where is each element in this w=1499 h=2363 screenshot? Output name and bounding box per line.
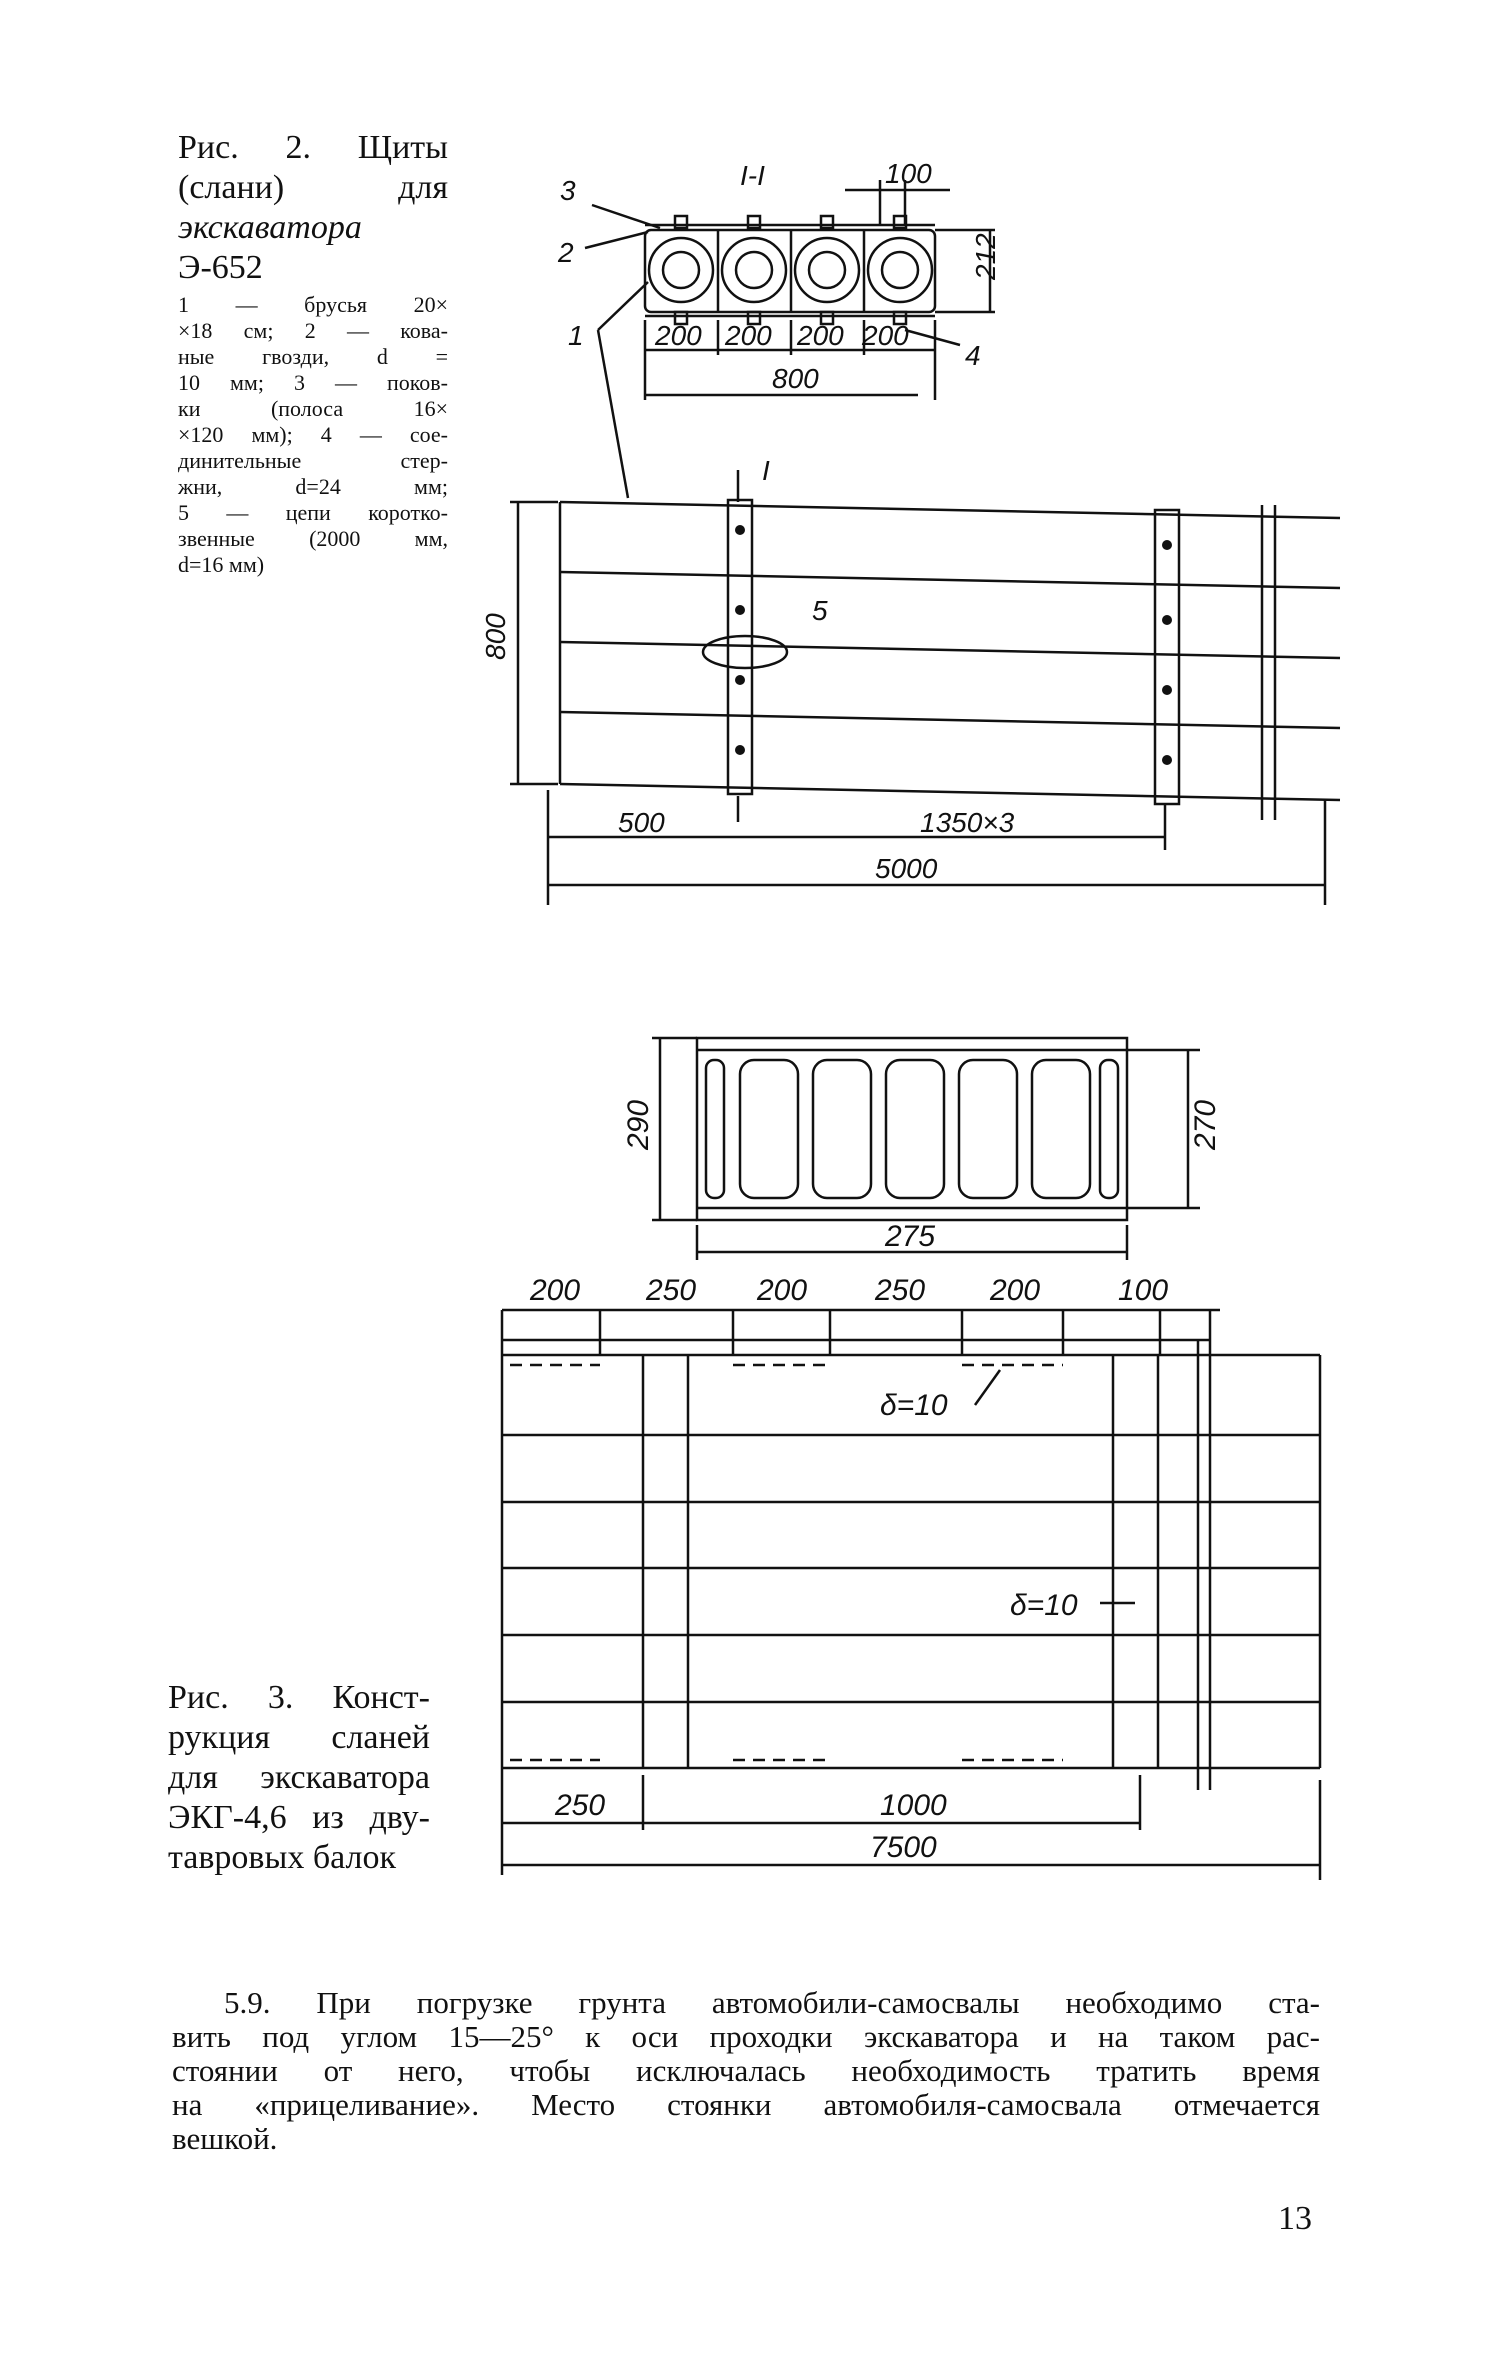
dim-plan-height: 800 [480, 613, 511, 660]
dim-beam: 200 [862, 320, 909, 351]
fig2-caption-line: (слани) для [178, 169, 448, 206]
legend-line: ×120 мм); 4 — сое- [178, 422, 448, 447]
beam-circle [795, 238, 859, 302]
dim-top: 100 [1118, 1274, 1169, 1307]
paragraph-line: 5.9. При погрузке грунта автомобили-самосвалы необходимо ста- [224, 1985, 1320, 2020]
chain-loop [703, 636, 787, 668]
callout-1: 1 [568, 320, 584, 351]
fig2-drawing [0, 0, 1499, 960]
legend-line: ×18 см; 2 — кова- [178, 318, 448, 343]
beam-circle [868, 238, 932, 302]
fig2-caption-line: Э-652 [178, 249, 263, 286]
dim-delta-top: δ=10 [880, 1389, 948, 1422]
fig3-caption-line: ЭКГ-4,6 из дву- [168, 1799, 430, 1836]
dim-top: 200 [990, 1274, 1041, 1307]
dim-b-span: 1000 [880, 1789, 947, 1822]
legend-line: 1 — брусья 20× [178, 292, 448, 317]
callout-3: 3 [560, 175, 576, 206]
dim-beam: 200 [797, 320, 844, 351]
dim-delta-mid: δ=10 [1010, 1589, 1078, 1622]
legend-line: ки (полоса 16× [178, 396, 448, 421]
callout-4: 4 [965, 340, 981, 371]
dim-sec-inner-h: 270 [1189, 1099, 1222, 1150]
legend-line: звенные (2000 мм, [178, 526, 448, 551]
dim-section-height: 212 [970, 233, 1001, 280]
fig2-caption-line: экскаватора [178, 209, 362, 246]
section-mark: I [762, 455, 770, 486]
beam-circle [649, 238, 713, 302]
legend-line: 5 — цепи коротко- [178, 500, 448, 525]
dim-beam: 200 [725, 320, 772, 351]
fig3-caption-line: для экскаватора [168, 1759, 430, 1796]
dim-top: 250 [875, 1274, 926, 1307]
dim-spacing: 1350×3 [920, 807, 1015, 838]
dim-b-total: 7500 [870, 1831, 937, 1864]
dim-b-offset: 250 [555, 1789, 606, 1822]
legend-line: динительные стер- [178, 448, 448, 473]
legend-line: жни, d=24 мм; [178, 474, 448, 499]
paragraph-line: вешкой. [172, 2121, 278, 2156]
page-number: 13 [1278, 2200, 1312, 2237]
legend-line: ные гвозди, d = [178, 344, 448, 369]
dim-section-total: 800 [772, 363, 819, 394]
dim-total-length: 5000 [875, 853, 938, 884]
dim-top: 200 [757, 1274, 808, 1307]
dim-beam: 200 [655, 320, 702, 351]
callout-5: 5 [812, 595, 828, 626]
legend-line: d=16 мм) [178, 552, 265, 577]
callout-2: 2 [558, 237, 574, 268]
dim-sec-outer-h: 290 [622, 1099, 655, 1150]
beam-circle [722, 238, 786, 302]
fig3-caption-line: тавровых балок [168, 1839, 396, 1876]
paragraph-line: стоянии от него, чтобы исключалась необходимость тратить время [172, 2053, 1320, 2088]
dim-top: 250 [646, 1274, 697, 1307]
legend-line: 10 мм; 3 — поков- [178, 370, 448, 395]
section-label: I-I [740, 160, 765, 191]
fig3-caption [168, 1678, 430, 1878]
dim-top: 200 [530, 1274, 581, 1307]
fig3-caption-line: Рис. 3. Конст- [168, 1679, 430, 1716]
fig3-caption-line: рукция сланей [168, 1719, 430, 1756]
dim-sec-width: 275 [885, 1220, 936, 1253]
ibeam-section [697, 1038, 1127, 1220]
fig2-caption-line: Рис. 2. Щиты [178, 129, 448, 166]
body-paragraph [172, 1986, 1320, 2156]
paragraph-line: на «прицеливание». Место стоянки автомобиля-самосвала отмечается [172, 2087, 1320, 2122]
paragraph-line: вить под углом 15—25° к оси проходки экскаватора и на таком рас- [172, 2019, 1320, 2054]
dim-offset: 500 [618, 807, 665, 838]
dim-top-width: 100 [885, 158, 932, 189]
